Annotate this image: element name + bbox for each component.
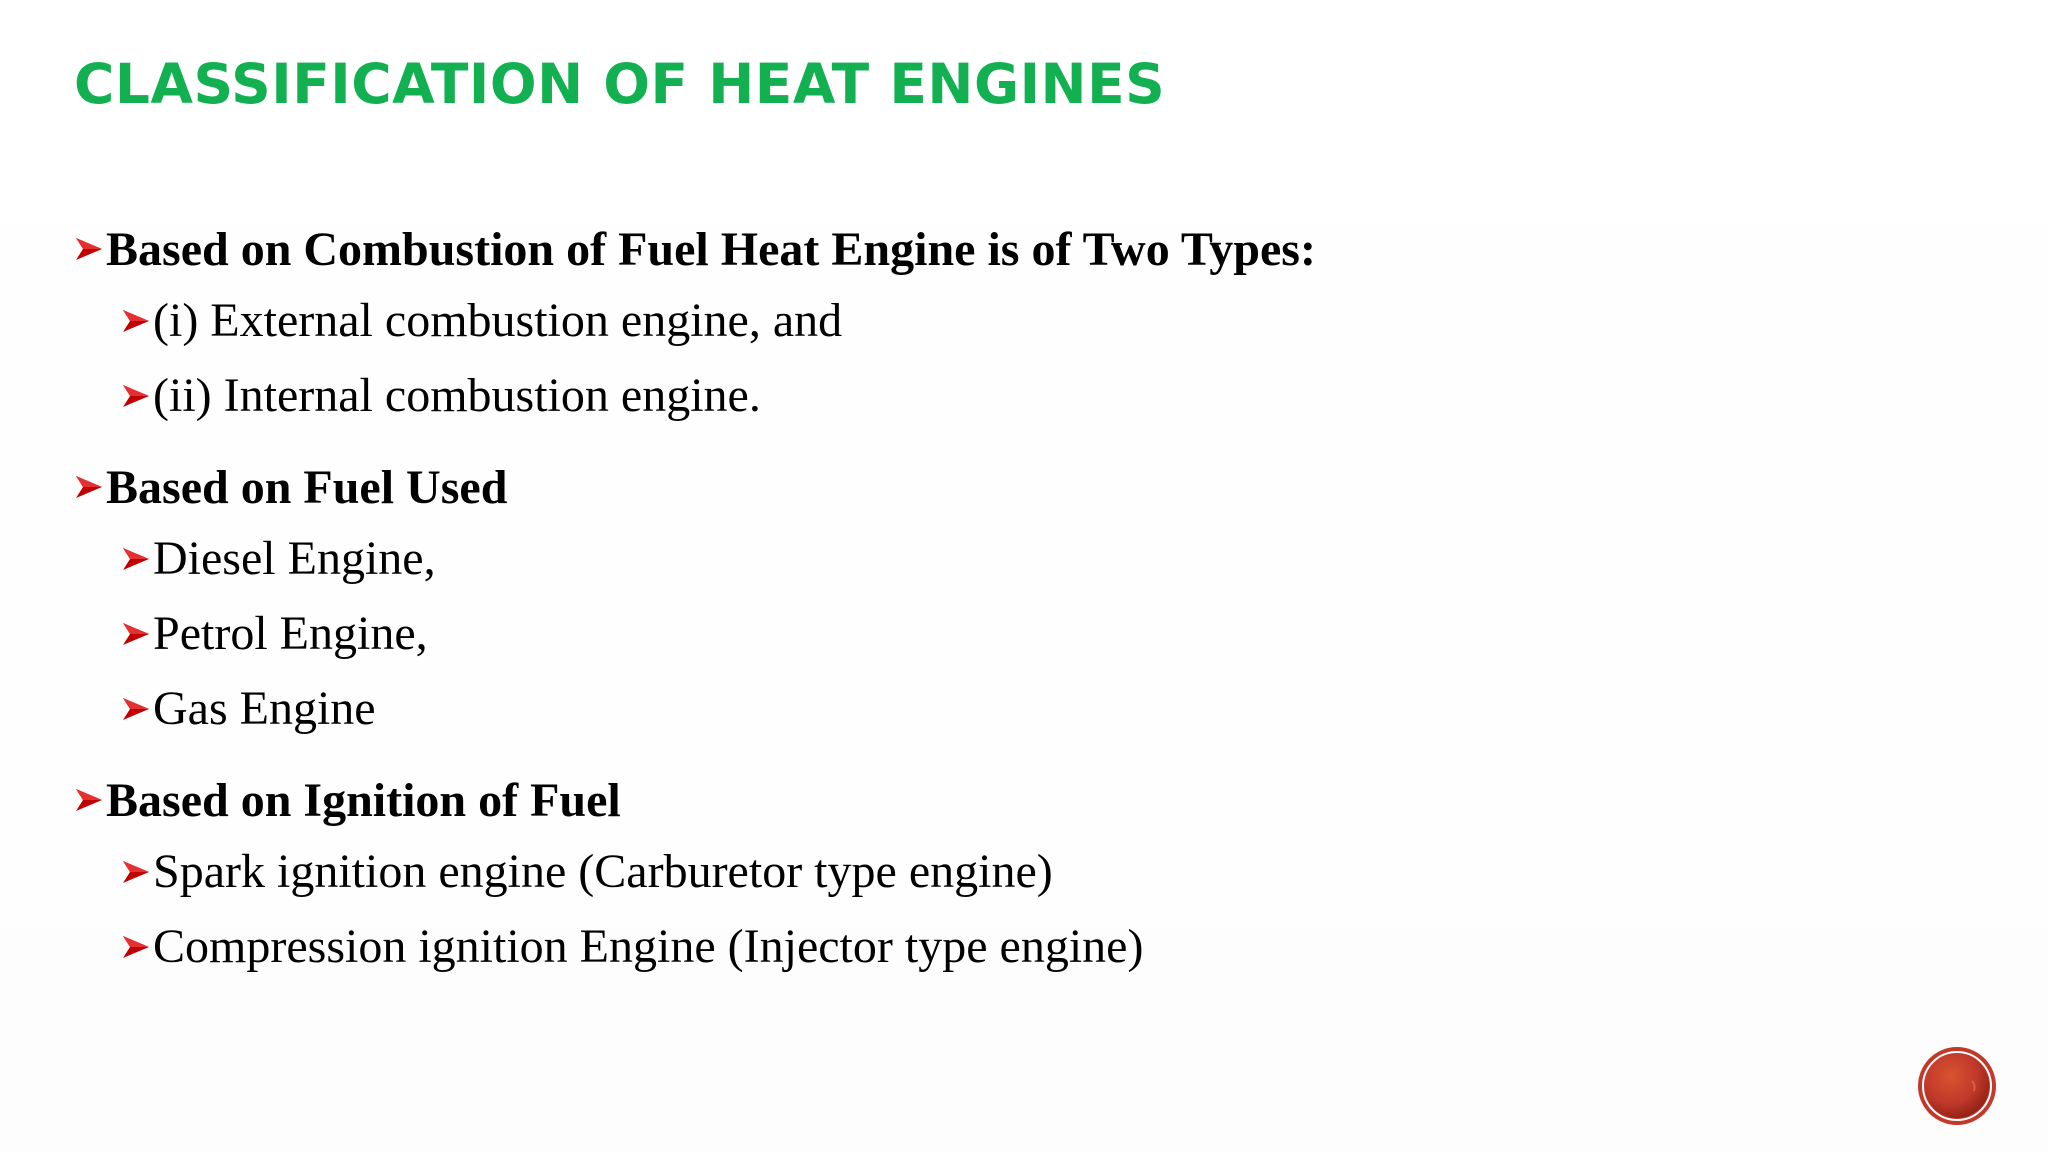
section-heading <box>74 766 1874 834</box>
section-fuel-used <box>74 453 1874 746</box>
section-heading-text: Based on Ignition of Fuel <box>106 773 621 827</box>
arrowhead-bullet-icon <box>121 692 153 726</box>
slide-title: CLASSIFICATION OF HEAT ENGINES <box>74 52 1166 116</box>
list-item <box>74 358 1874 433</box>
arrowhead-bullet-icon <box>121 304 153 338</box>
arrowhead-bullet-icon <box>74 470 106 504</box>
arrowhead-bullet-icon <box>121 930 153 964</box>
list-item-text: Gas Engine <box>153 682 376 735</box>
slide-content <box>74 215 1874 1004</box>
list-item-text: Compression ignition Engine (Injector type engine) <box>153 920 1144 973</box>
section-heading <box>74 453 1874 521</box>
arrowhead-bullet-icon <box>74 232 106 266</box>
section-ignition <box>74 766 1874 984</box>
arrowhead-bullet-icon <box>121 379 153 413</box>
section-heading-text: Based on Combustion of Fuel Heat Engine is of Two Types: <box>106 222 1316 276</box>
list-item-text: (ii) Internal combustion engine. <box>153 369 761 422</box>
arrowhead-bullet-icon <box>74 783 106 817</box>
section-heading-text: Based on Fuel Used <box>106 460 508 514</box>
arrowhead-bullet-icon <box>121 617 153 651</box>
list-item-text: Spark ignition engine (Carburetor type engine) <box>153 845 1053 898</box>
section-heading <box>74 215 1874 283</box>
circle-logo-icon <box>1916 1045 1998 1127</box>
list-item <box>74 521 1874 596</box>
list-item-text: Petrol Engine, <box>153 607 428 660</box>
list-item-text: Diesel Engine, <box>153 532 436 585</box>
list-item <box>74 671 1874 746</box>
list-item <box>74 596 1874 671</box>
arrowhead-bullet-icon <box>121 542 153 576</box>
list-item <box>74 283 1874 358</box>
arrowhead-bullet-icon <box>121 855 153 889</box>
list-item-text: (i) External combustion engine, and <box>153 294 843 347</box>
list-item <box>74 909 1874 984</box>
list-item <box>74 834 1874 909</box>
section-combustion <box>74 215 1874 433</box>
